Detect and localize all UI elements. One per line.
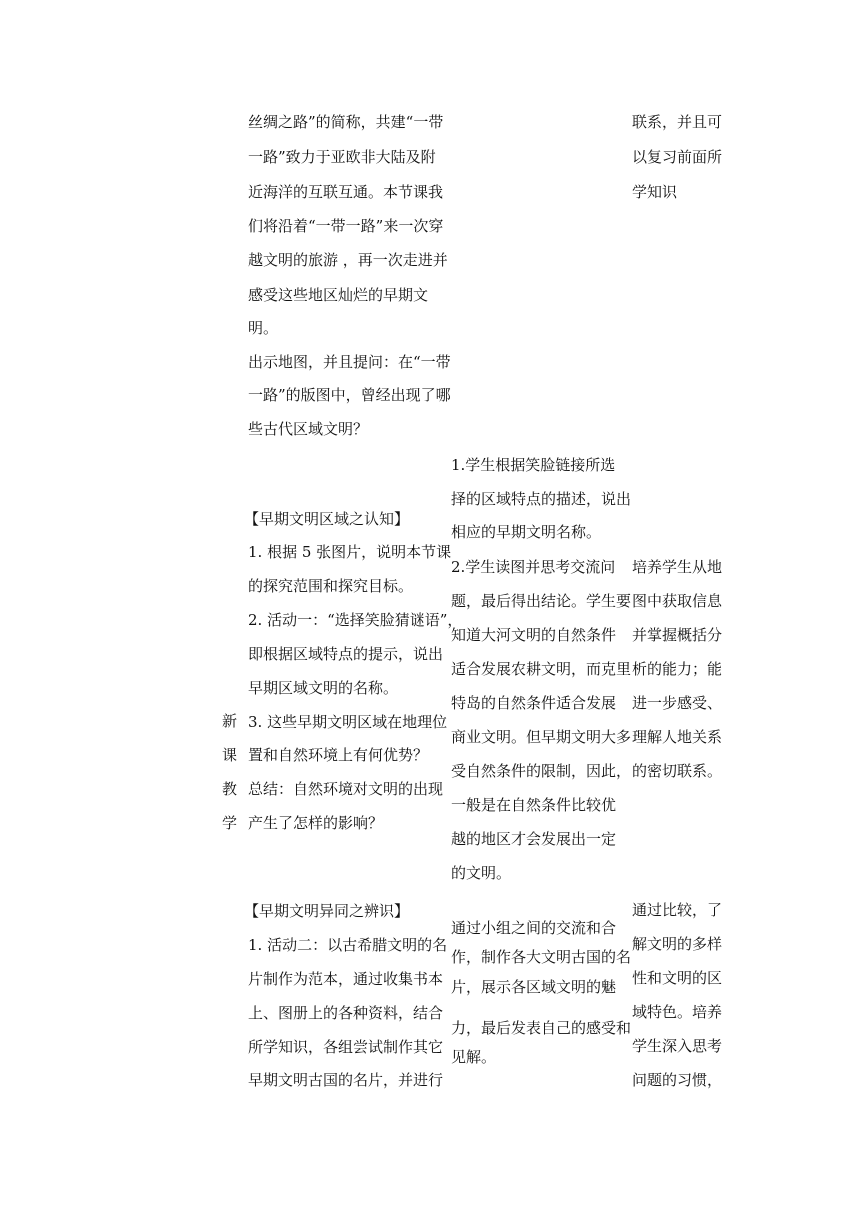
- text-line: 总结：自然环境对文明的出现: [248, 780, 444, 798]
- text-line: 知道大河文明的自然条件: [451, 626, 617, 644]
- text-line: 片，展示各区域文明的魅: [451, 978, 617, 996]
- text-line: 们将沿着“一带一路”来一次穿: [248, 217, 444, 235]
- text-line: 明。: [248, 319, 279, 337]
- text-line: 理解人地关系: [632, 728, 723, 746]
- text-line: 越文明的旅游 ，再一次走进并: [248, 251, 448, 269]
- text-line: 的密切联系。: [632, 762, 723, 780]
- text-line: 题，最后得出结论。学生要: [451, 592, 632, 610]
- text-line: 商业文明。但早期文明大多: [451, 728, 632, 746]
- text-line: 以复习前面所: [632, 148, 723, 166]
- text-line: 培养学生从地: [632, 558, 723, 576]
- text-line: 图中获取信息: [632, 592, 723, 610]
- text-line: 域特色。培养: [632, 1003, 723, 1021]
- text-line: 产生了怎样的影响？: [248, 814, 384, 832]
- text-line: 3. 这些早期文明区域在地理位: [248, 713, 448, 731]
- section-label-char: 学: [222, 814, 238, 832]
- text-line: 早期文明古国的名片，并进行: [248, 1071, 444, 1089]
- text-line: 并掌握概括分: [632, 626, 723, 644]
- text-line: 一路”致力于亚欧非大陆及附: [248, 148, 436, 166]
- text-line: 早期区域文明的名称。: [248, 679, 399, 697]
- text-line: 相应的早期文明名称。: [451, 523, 602, 541]
- text-line: 作，制作各大文明古国的名: [451, 948, 632, 966]
- text-line: 出示地图，并且提问：在“一带: [248, 353, 451, 371]
- section-label-char: 教: [222, 780, 238, 798]
- text-line: 越的地区才会发展出一定: [451, 830, 617, 848]
- text-line: 感受这些地区灿烂的早期文: [248, 286, 429, 304]
- text-line: 一般是在自然条件比较优: [451, 796, 617, 814]
- text-line: 析的能力；能: [632, 660, 723, 678]
- section-heading: 【早期文明区域之认知】: [244, 510, 410, 528]
- section-label-char: 课: [222, 746, 238, 764]
- text-line: 见解。: [451, 1048, 497, 1066]
- text-line: 1.学生根据笑脸链接所选: [451, 456, 616, 474]
- text-line: 丝绸之路”的简称，共建“一带: [248, 113, 444, 131]
- text-line: 联系，并且可: [632, 113, 723, 131]
- text-line: 通过小组之间的交流和合: [451, 919, 617, 937]
- text-line: 择的区域特点的描述，说出: [451, 490, 632, 508]
- text-line: 即根据区域特点的提示，说出: [248, 645, 444, 663]
- text-line: 一路”的版图中，曾经出现了哪: [248, 386, 451, 404]
- text-line: 片制作为范本，通过收集书本: [248, 970, 444, 988]
- text-line: 的探究范围和探究目标。: [248, 577, 414, 595]
- text-line: 力，最后发表自己的感受和: [451, 1019, 632, 1037]
- text-line: 的文明。: [451, 864, 512, 882]
- section-heading: 【早期文明异同之辨识】: [244, 902, 410, 920]
- section-label-char: 新: [222, 712, 238, 730]
- text-line: 进一步感受、: [632, 694, 723, 712]
- text-line: 学生深入思考: [632, 1037, 723, 1055]
- text-line: 学知识: [632, 183, 678, 201]
- text-line: 近海洋的互联互通。本节课我: [248, 183, 444, 201]
- text-line: 问题的习惯，: [632, 1071, 723, 1089]
- text-line: 2.学生读图并思考交流问: [451, 558, 616, 576]
- text-line: 上、图册上的各种资料，结合: [248, 1004, 444, 1022]
- text-line: 解文明的多样: [632, 935, 723, 953]
- text-line: 置和自然环境上有何优势？: [248, 746, 429, 764]
- text-line: 特岛的自然条件适合发展: [451, 694, 617, 712]
- text-line: 些古代区域文明？: [248, 420, 369, 438]
- text-line: 1. 活动二：以古希腊文明的名: [248, 936, 448, 954]
- text-line: 受自然条件的限制，因此，: [451, 762, 632, 780]
- text-line: 1. 根据 5 张图片，说明本节课: [248, 543, 452, 561]
- text-line: 2. 活动一：“选择笑脸猜谜语”，: [248, 611, 463, 629]
- text-line: 所学知识，各组尝试制作其它: [248, 1038, 444, 1056]
- text-line: 适合发展农耕文明，而克里: [451, 660, 632, 678]
- text-line: 通过比较，了: [632, 901, 723, 919]
- text-line: 性和文明的区: [632, 969, 723, 987]
